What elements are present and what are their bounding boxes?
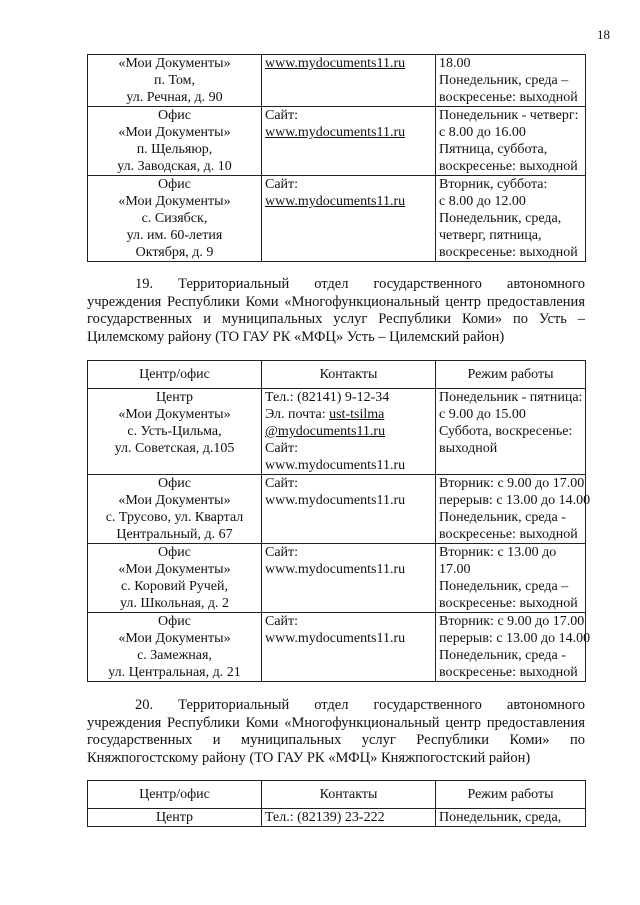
- paragraph-line: 20. Территориальный отдел государственного автономного: [135, 697, 585, 713]
- office-cell: [88, 809, 262, 827]
- website-link[interactable]: www.mydocuments11.ru: [265, 194, 406, 209]
- office-line: «Мои Документы»: [118, 493, 231, 508]
- table-row: [88, 475, 586, 544]
- hours-line: воскресенье: выходной: [439, 159, 578, 174]
- paragraph-line: государственных и муниципальных услуг Республики Коми» по: [87, 732, 585, 748]
- column-header-office: Центр/офис: [88, 361, 262, 389]
- hours-line: Понедельник - четверг:: [439, 108, 579, 123]
- paragraph-line: государственных и муниципальных услуг Республики Коми» по Усть –: [87, 311, 585, 327]
- hours-line: с 9.00 до 15.00: [439, 407, 526, 422]
- office-cell: [88, 613, 262, 682]
- hours-cell: [436, 176, 586, 262]
- column-header-contacts: Контакты: [262, 361, 436, 389]
- office-line: ул. Советская, д.105: [114, 441, 235, 456]
- contact-label: Сайт:: [265, 614, 299, 629]
- table-row: [88, 107, 586, 176]
- hours-line: Пятница, суббота,: [439, 142, 548, 157]
- hours-line: Понедельник, среда -: [439, 510, 566, 525]
- office-line: «Мои Документы»: [118, 562, 231, 577]
- paragraph-line: учреждения Республики Коми «Многофункциональный центр предоставления: [87, 714, 585, 731]
- hours-cell: [436, 809, 586, 827]
- contacts-cell: [262, 55, 436, 107]
- website-link[interactable]: www.mydocuments11.ru: [265, 458, 406, 473]
- office-cell: [88, 544, 262, 613]
- hours-line: перерыв: с 13.00 до 14.00: [439, 631, 591, 646]
- hours-line: Понедельник, среда,: [439, 211, 562, 226]
- office-cell: [88, 107, 262, 176]
- contacts-cell: [262, 107, 436, 176]
- contact-label: Сайт:: [265, 177, 299, 192]
- office-line: Октября, д. 9: [135, 245, 214, 260]
- contact-label: Сайт:: [265, 545, 299, 560]
- contact-label: Сайт:: [265, 108, 299, 123]
- office-line: Центр: [155, 390, 194, 405]
- office-line: ул. Речная, д. 90: [126, 90, 223, 105]
- hours-cell: [436, 544, 586, 613]
- office-cell: [88, 389, 262, 475]
- office-line: «Мои Документы»: [118, 631, 231, 646]
- column-header-office: Центр/офис: [88, 781, 262, 809]
- office-line: с. Усть-Цильма,: [127, 424, 222, 439]
- paragraph-line: Княжпогостскому району (ТО ГАУ РК «МФЦ» Княжпогостский район): [87, 749, 531, 766]
- website-link[interactable]: www.mydocuments11.ru: [265, 56, 406, 71]
- hours-line: с 8.00 до 16.00: [439, 125, 526, 140]
- paragraph-line: учреждения Республики Коми «Многофункциональный центр предоставления: [87, 293, 585, 310]
- office-line: «Мои Документы»: [118, 125, 231, 140]
- hours-line: перерыв: с 13.00 до 14.00: [439, 493, 591, 508]
- hours-cell: [436, 613, 591, 682]
- office-line: «Мои Документы»: [118, 56, 231, 71]
- column-header-hours: Режим работы: [436, 781, 586, 809]
- hours-line: Понедельник - пятница:: [439, 390, 583, 405]
- paragraph-line: 19. Территориальный отдел государственного автономного: [135, 276, 585, 292]
- hours-line: Суббота, воскресенье:: [439, 424, 573, 439]
- office-line: Офис: [158, 177, 191, 192]
- phone-text: Тел.: (82139) 23-222: [265, 810, 385, 825]
- hours-line: с 8.00 до 12.00: [439, 194, 526, 209]
- office-line: Офис: [158, 545, 191, 560]
- office-cell: [88, 55, 262, 107]
- contacts-cell: [262, 176, 436, 262]
- office-line: с. Сизябск,: [141, 211, 208, 226]
- email-label: Эл. почта:: [265, 407, 330, 422]
- hours-cell: [436, 475, 591, 544]
- office-line: с. Замежная,: [137, 648, 212, 663]
- table-header-row: [88, 781, 586, 809]
- hours-line: воскресенье: выходной: [439, 90, 578, 105]
- contact-label: Сайт:: [265, 476, 299, 491]
- paragraph-line: Цилемскому району (ТО ГАУ РК «МФЦ» Усть – Цилемский район): [87, 328, 505, 345]
- hours-line: воскресенье: выходной: [439, 596, 578, 611]
- table-row: [88, 544, 586, 613]
- hours-line: Понедельник, среда,: [439, 810, 562, 825]
- hours-line: 17.00: [439, 562, 471, 577]
- hours-line: Вторник: с 9.00 до 17.00: [439, 476, 585, 491]
- office-line: с. Коровий Ручей,: [121, 579, 228, 594]
- hours-line: Понедельник, среда -: [439, 648, 566, 663]
- hours-line: 18.00: [439, 56, 471, 71]
- hours-line: Понедельник, среда –: [439, 73, 569, 88]
- table-row: [88, 613, 586, 682]
- office-line: Офис: [158, 614, 191, 629]
- table-19: [87, 360, 591, 682]
- office-line: п. Щельяюр,: [136, 142, 213, 157]
- office-line: ул. Школьная, д. 2: [119, 596, 230, 611]
- office-line: ул. Заводская, д. 10: [117, 159, 232, 174]
- office-line: ул. им. 60-летия: [126, 228, 223, 243]
- hours-line: Вторник, суббота:: [439, 177, 548, 192]
- office-line: п. Том,: [153, 73, 196, 88]
- office-line: Офис: [158, 108, 191, 123]
- office-line: ул. Центральная, д. 21: [108, 665, 241, 680]
- office-cell: [88, 475, 262, 544]
- contacts-cell: [262, 389, 436, 475]
- table-row: [88, 389, 586, 475]
- hours-line: воскресенье: выходной: [439, 665, 578, 680]
- hours-line: четверг, пятница,: [439, 228, 542, 243]
- hours-cell: [436, 389, 586, 475]
- email-link[interactable]: ust-tsilma: [329, 407, 385, 422]
- contacts-cell: [262, 613, 436, 682]
- hours-line: воскресенье: выходной: [439, 245, 578, 260]
- hours-line: Вторник: с 13.00 до: [439, 545, 557, 560]
- hours-line: воскресенье: выходной: [439, 527, 578, 542]
- section-20-heading: [87, 697, 585, 767]
- office-line: Центральный, д. 67: [116, 527, 233, 542]
- website-link[interactable]: www.mydocuments11.ru: [265, 631, 406, 646]
- table-row: [88, 176, 586, 262]
- hours-cell: [436, 55, 586, 107]
- table-row: [88, 809, 586, 827]
- contacts-cell: [262, 809, 436, 827]
- phone-text: Тел.: (82141) 9-12-34: [265, 390, 390, 405]
- office-line: Офис: [158, 476, 191, 491]
- contact-label: Сайт:: [265, 441, 299, 456]
- table-top: [87, 54, 586, 262]
- table-row: [88, 55, 586, 107]
- table-20: [87, 780, 586, 827]
- column-header-hours: Режим работы: [436, 361, 586, 389]
- office-line: с. Трусово, ул. Квартал: [105, 510, 244, 525]
- hours-line: Вторник: с 9.00 до 17.00: [439, 614, 585, 629]
- office-line: «Мои Документы»: [118, 407, 231, 422]
- office-cell: [88, 176, 262, 262]
- website-link[interactable]: www.mydocuments11.ru: [265, 125, 406, 140]
- hours-line: выходной: [439, 441, 498, 456]
- table-header-row: [88, 361, 586, 389]
- office-line: «Мои Документы»: [118, 194, 231, 209]
- hours-line: Понедельник, среда –: [439, 579, 569, 594]
- contacts-cell: [262, 475, 436, 544]
- website-link[interactable]: www.mydocuments11.ru: [265, 562, 406, 577]
- section-19-heading: [87, 276, 585, 346]
- email-link-domain[interactable]: @mydocuments11.ru: [265, 424, 386, 439]
- page-number: 18: [597, 27, 610, 42]
- hours-cell: [436, 107, 586, 176]
- contacts-cell: [262, 544, 436, 613]
- column-header-contacts: Контакты: [262, 781, 436, 809]
- office-line: Центр: [155, 810, 194, 825]
- website-link[interactable]: www.mydocuments11.ru: [265, 493, 406, 508]
